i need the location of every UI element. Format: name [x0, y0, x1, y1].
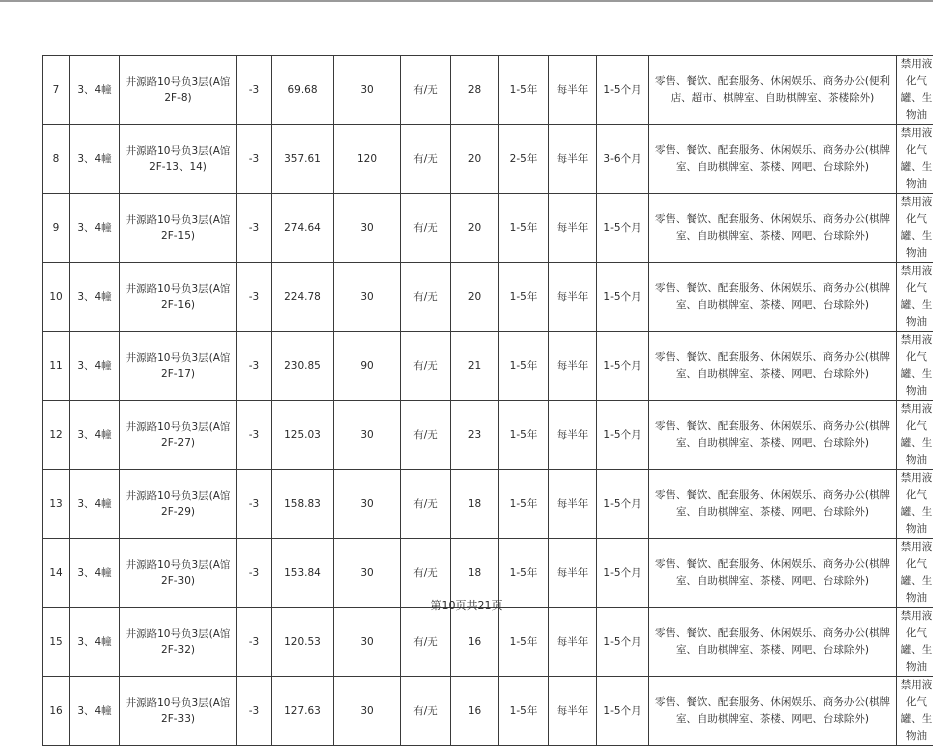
cell-rent-free: 1-5个月: [597, 401, 649, 470]
cell-parking: 30: [334, 470, 401, 539]
table-row: [43, 608, 933, 677]
table-row: [43, 194, 933, 263]
table-row: [43, 677, 933, 746]
cell-no: 11: [43, 332, 70, 401]
cell-note: 禁用液化气罐、生物油: [897, 194, 933, 263]
cell-address: 井源路10号负3层(A馆2F-16): [120, 263, 237, 332]
cell-payment: 每半年: [549, 677, 597, 746]
table-row: [43, 332, 933, 401]
cell-term: 1-5年: [499, 470, 549, 539]
cell-floor: -3: [237, 125, 272, 194]
cell-area: 224.78: [272, 263, 334, 332]
cell-address: 井源路10号负3层(A馆2F-30): [120, 539, 237, 608]
cell-area: 158.83: [272, 470, 334, 539]
cell-floor: -3: [237, 677, 272, 746]
cell-usage: 零售、餐饮、配套服务、休闲娱乐、商务办公(棋牌室、自助棋牌室、茶楼、网吧、台球除外): [649, 608, 897, 677]
cell-usage: 零售、餐饮、配套服务、休闲娱乐、商务办公(棋牌室、自助棋牌室、茶楼、网吧、台球除外): [649, 125, 897, 194]
cell-area: 127.63: [272, 677, 334, 746]
cell-payment: 每半年: [549, 263, 597, 332]
cell-payment: 每半年: [549, 332, 597, 401]
cell-rent: 21: [451, 332, 499, 401]
cell-usage: 零售、餐饮、配套服务、休闲娱乐、商务办公(棋牌室、自助棋牌室、茶楼、网吧、台球除外): [649, 332, 897, 401]
cell-parking: 30: [334, 539, 401, 608]
cell-usage: 零售、餐饮、配套服务、休闲娱乐、商务办公(棋牌室、自助棋牌室、茶楼、网吧、台球除外): [649, 677, 897, 746]
cell-floor: -3: [237, 401, 272, 470]
cell-floor: -3: [237, 194, 272, 263]
cell-floor: -3: [237, 539, 272, 608]
cell-exists: 有/无: [401, 125, 451, 194]
table-body: [43, 56, 933, 746]
cell-no: 14: [43, 539, 70, 608]
page-number: 第10页共21页: [0, 597, 933, 613]
cell-no: 13: [43, 470, 70, 539]
cell-building: 3、4幢: [70, 539, 120, 608]
cell-note: 禁用液化气罐、生物油: [897, 125, 933, 194]
table-row: [43, 125, 933, 194]
cell-rent-free: 1-5个月: [597, 332, 649, 401]
cell-parking: 30: [334, 194, 401, 263]
cell-payment: 每半年: [549, 194, 597, 263]
cell-area: 69.68: [272, 56, 334, 125]
cell-no: 7: [43, 56, 70, 125]
cell-building: 3、4幢: [70, 332, 120, 401]
cell-payment: 每半年: [549, 56, 597, 125]
page-top-rule: [0, 0, 933, 2]
cell-note: 禁用液化气罐、生物油: [897, 401, 933, 470]
cell-no: 15: [43, 608, 70, 677]
cell-parking: 30: [334, 401, 401, 470]
cell-rent: 16: [451, 608, 499, 677]
cell-area: 153.84: [272, 539, 334, 608]
cell-exists: 有/无: [401, 194, 451, 263]
cell-rent: 18: [451, 470, 499, 539]
cell-usage: 零售、餐饮、配套服务、休闲娱乐、商务办公(棋牌室、自助棋牌室、茶楼、网吧、台球除外): [649, 263, 897, 332]
cell-term: 1-5年: [499, 608, 549, 677]
cell-note: 禁用液化气罐、生物油: [897, 470, 933, 539]
table-row: [43, 401, 933, 470]
cell-rent: 16: [451, 677, 499, 746]
cell-rent-free: 1-5个月: [597, 194, 649, 263]
cell-payment: 每半年: [549, 470, 597, 539]
cell-note: 禁用液化气罐、生物油: [897, 56, 933, 125]
table-row: [43, 56, 933, 125]
cell-term: 1-5年: [499, 677, 549, 746]
cell-rent: 20: [451, 263, 499, 332]
cell-parking: 120: [334, 125, 401, 194]
cell-payment: 每半年: [549, 401, 597, 470]
cell-no: 12: [43, 401, 70, 470]
cell-term: 2-5年: [499, 125, 549, 194]
cell-area: 357.61: [272, 125, 334, 194]
cell-note: 禁用液化气罐、生物油: [897, 263, 933, 332]
cell-no: 8: [43, 125, 70, 194]
cell-exists: 有/无: [401, 56, 451, 125]
cell-floor: -3: [237, 608, 272, 677]
property-table: [42, 55, 933, 746]
cell-term: 1-5年: [499, 401, 549, 470]
cell-exists: 有/无: [401, 677, 451, 746]
cell-rent-free: 1-5个月: [597, 470, 649, 539]
cell-floor: -3: [237, 332, 272, 401]
cell-usage: 零售、餐饮、配套服务、休闲娱乐、商务办公(便利店、超市、棋牌室、自助棋牌室、茶楼除外): [649, 56, 897, 125]
cell-usage: 零售、餐饮、配套服务、休闲娱乐、商务办公(棋牌室、自助棋牌室、茶楼、网吧、台球除外): [649, 470, 897, 539]
cell-term: 1-5年: [499, 56, 549, 125]
cell-payment: 每半年: [549, 539, 597, 608]
table-row: [43, 470, 933, 539]
cell-floor: -3: [237, 56, 272, 125]
cell-no: 9: [43, 194, 70, 263]
cell-parking: 90: [334, 332, 401, 401]
cell-area: 120.53: [272, 608, 334, 677]
cell-address: 井源路10号负3层(A馆2F-29): [120, 470, 237, 539]
cell-building: 3、4幢: [70, 125, 120, 194]
cell-term: 1-5年: [499, 332, 549, 401]
cell-rent-free: 1-5个月: [597, 263, 649, 332]
cell-exists: 有/无: [401, 263, 451, 332]
cell-rent: 23: [451, 401, 499, 470]
cell-parking: 30: [334, 56, 401, 125]
cell-parking: 30: [334, 608, 401, 677]
cell-usage: 零售、餐饮、配套服务、休闲娱乐、商务办公(棋牌室、自助棋牌室、茶楼、网吧、台球除外): [649, 539, 897, 608]
cell-term: 1-5年: [499, 263, 549, 332]
cell-building: 3、4幢: [70, 56, 120, 125]
cell-note: 禁用液化气罐、生物油: [897, 539, 933, 608]
cell-usage: 零售、餐饮、配套服务、休闲娱乐、商务办公(棋牌室、自助棋牌室、茶楼、网吧、台球除外): [649, 194, 897, 263]
cell-exists: 有/无: [401, 401, 451, 470]
cell-building: 3、4幢: [70, 401, 120, 470]
cell-term: 1-5年: [499, 539, 549, 608]
table-row: [43, 263, 933, 332]
cell-parking: 30: [334, 263, 401, 332]
cell-exists: 有/无: [401, 470, 451, 539]
cell-building: 3、4幢: [70, 608, 120, 677]
cell-address: 井源路10号负3层(A馆2F-13、14): [120, 125, 237, 194]
cell-address: 井源路10号负3层(A馆2F-8): [120, 56, 237, 125]
cell-address: 井源路10号负3层(A馆2F-33): [120, 677, 237, 746]
cell-rent: 18: [451, 539, 499, 608]
cell-area: 230.85: [272, 332, 334, 401]
cell-building: 3、4幢: [70, 263, 120, 332]
cell-term: 1-5年: [499, 194, 549, 263]
cell-rent-free: 1-5个月: [597, 539, 649, 608]
cell-area: 125.03: [272, 401, 334, 470]
cell-payment: 每半年: [549, 125, 597, 194]
cell-rent: 20: [451, 194, 499, 263]
cell-rent-free: 1-5个月: [597, 608, 649, 677]
cell-address: 井源路10号负3层(A馆2F-27): [120, 401, 237, 470]
cell-usage: 零售、餐饮、配套服务、休闲娱乐、商务办公(棋牌室、自助棋牌室、茶楼、网吧、台球除外): [649, 401, 897, 470]
cell-building: 3、4幢: [70, 470, 120, 539]
cell-rent: 28: [451, 56, 499, 125]
cell-floor: -3: [237, 470, 272, 539]
cell-rent-free: 1-5个月: [597, 677, 649, 746]
cell-address: 井源路10号负3层(A馆2F-17): [120, 332, 237, 401]
cell-rent-free: 1-5个月: [597, 56, 649, 125]
cell-rent-free: 3-6个月: [597, 125, 649, 194]
cell-parking: 30: [334, 677, 401, 746]
cell-building: 3、4幢: [70, 677, 120, 746]
cell-rent: 20: [451, 125, 499, 194]
cell-address: 井源路10号负3层(A馆2F-15): [120, 194, 237, 263]
document-page: [42, 55, 886, 746]
cell-floor: -3: [237, 263, 272, 332]
cell-note: 禁用液化气罐、生物油: [897, 332, 933, 401]
cell-payment: 每半年: [549, 608, 597, 677]
cell-exists: 有/无: [401, 608, 451, 677]
cell-no: 16: [43, 677, 70, 746]
cell-no: 10: [43, 263, 70, 332]
cell-exists: 有/无: [401, 539, 451, 608]
cell-exists: 有/无: [401, 332, 451, 401]
cell-building: 3、4幢: [70, 194, 120, 263]
cell-note: 禁用液化气罐、生物油: [897, 677, 933, 746]
cell-area: 274.64: [272, 194, 334, 263]
cell-note: 禁用液化气罐、生物油: [897, 608, 933, 677]
cell-address: 井源路10号负3层(A馆2F-32): [120, 608, 237, 677]
